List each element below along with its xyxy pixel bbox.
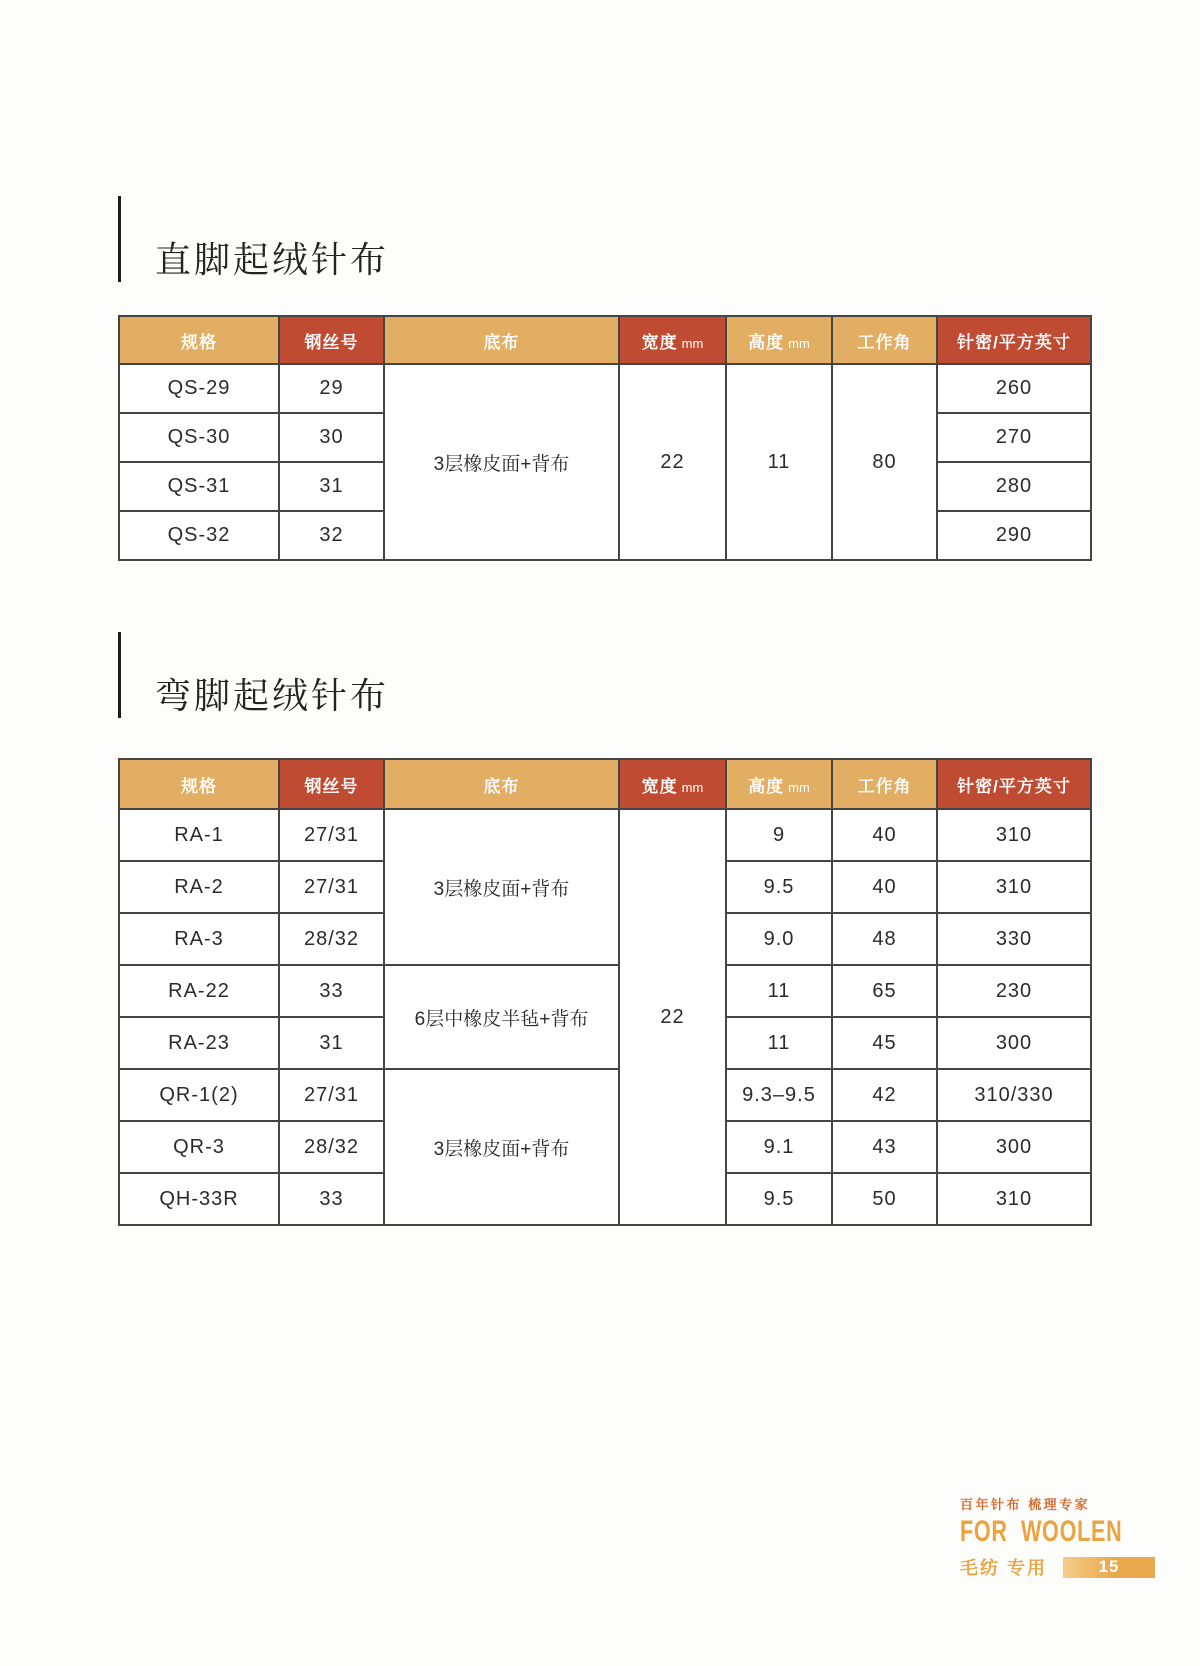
working-angle-cell: 48	[832, 913, 937, 965]
footer-category: 毛纺 专用	[960, 1558, 1048, 1578]
col-header-label: 底布	[483, 332, 520, 352]
col-header-label: 钢丝号	[304, 332, 359, 352]
col-header-label: 钢丝号	[304, 776, 359, 796]
wire-number-cell: 27/31	[279, 861, 384, 913]
col-header-unit: mm	[788, 335, 810, 351]
density-cell: 310	[937, 1173, 1091, 1225]
col-header-spec	[119, 316, 279, 364]
working-angle-cell: 40	[832, 809, 937, 861]
density-cell: 330	[937, 913, 1091, 965]
wire-number-cell: 27/31	[279, 1069, 384, 1121]
table-row	[119, 364, 1091, 413]
table-row	[119, 809, 1091, 861]
spec-cell: QH-33R	[119, 1173, 279, 1225]
footer-tagline: 百年针布 梳理专家	[960, 1497, 1091, 1512]
height-cell: 9	[726, 809, 832, 861]
footer-brand-block	[960, 1494, 1170, 1580]
working-angle-cell: 43	[832, 1121, 937, 1173]
straight-foot-spec-table	[118, 315, 1092, 561]
spec-cell: RA-23	[119, 1017, 279, 1069]
col-header-label: 底布	[483, 776, 520, 796]
height-cell: 9.0	[726, 913, 832, 965]
spec-cell: RA-2	[119, 861, 279, 913]
col-header-wire-number	[279, 316, 384, 364]
wire-number-cell: 29	[279, 364, 384, 413]
height-cell: 9.5	[726, 861, 832, 913]
title-accent-bar	[118, 196, 121, 282]
wire-number-cell: 31	[279, 462, 384, 511]
col-header-unit: mm	[681, 335, 704, 351]
wire-number-cell: 28/32	[279, 1121, 384, 1173]
spec-cell: QR-3	[119, 1121, 279, 1173]
width-cell: 22	[619, 364, 726, 560]
footer-brand-text: FOR WOOLEN	[960, 1515, 1123, 1548]
footer-category-line	[960, 1554, 1170, 1580]
table-row	[119, 965, 1091, 1017]
col-header-unit: mm	[788, 779, 810, 795]
col-header-label: 规格	[181, 776, 217, 796]
base-fabric-cell: 3层橡皮面+背布	[384, 364, 619, 560]
wire-number-cell: 33	[279, 965, 384, 1017]
wire-number-cell: 31	[279, 1017, 384, 1069]
density-cell: 230	[937, 965, 1091, 1017]
working-angle-cell: 45	[832, 1017, 937, 1069]
col-header-label: 工作角	[857, 776, 912, 796]
spec-cell: QS-29	[119, 364, 279, 413]
height-cell: 9.3–9.5	[726, 1069, 832, 1121]
col-header-density	[937, 759, 1091, 809]
col-header-unit: mm	[681, 779, 704, 795]
base-fabric-cell: 3层橡皮面+背布	[384, 809, 619, 965]
col-header-working-angle	[832, 316, 937, 364]
spec-cell: RA-1	[119, 809, 279, 861]
spec-cell: QR-1(2)	[119, 1069, 279, 1121]
height-cell: 9.5	[726, 1173, 832, 1225]
col-header-working-angle	[832, 759, 937, 809]
density-cell: 270	[937, 413, 1091, 462]
density-cell: 260	[937, 364, 1091, 413]
working-angle-cell: 80	[832, 364, 937, 560]
spec-cell: QS-32	[119, 511, 279, 560]
height-cell: 11	[726, 364, 832, 560]
col-header-label: 针密/平方英寸	[957, 332, 1071, 352]
working-angle-cell: 50	[832, 1173, 937, 1225]
spec-cell: QS-31	[119, 462, 279, 511]
working-angle-cell: 65	[832, 965, 937, 1017]
col-header-label: 工作角	[857, 332, 912, 352]
base-fabric-cell: 3层橡皮面+背布	[384, 1069, 619, 1225]
section-title-straight: 直脚起绒针布	[155, 239, 390, 280]
height-cell: 11	[726, 965, 832, 1017]
wire-number-cell: 33	[279, 1173, 384, 1225]
wire-number-cell: 30	[279, 413, 384, 462]
page-number: 15	[1098, 1557, 1120, 1576]
density-cell: 310	[937, 861, 1091, 913]
page-number-badge	[1063, 1557, 1155, 1578]
table-row	[119, 1069, 1091, 1121]
col-header-label: 高度	[748, 776, 785, 796]
spec-cell: RA-3	[119, 913, 279, 965]
col-header-base-fabric	[384, 759, 619, 809]
density-cell: 310	[937, 809, 1091, 861]
title-accent-bar	[118, 632, 121, 718]
col-header-label: 针密/平方英寸	[957, 776, 1071, 796]
density-cell: 280	[937, 462, 1091, 511]
col-header-label: 规格	[181, 332, 217, 352]
col-header-label: 高度	[748, 332, 785, 352]
density-cell: 300	[937, 1121, 1091, 1173]
spec-cell: RA-22	[119, 965, 279, 1017]
col-header-width	[619, 316, 726, 364]
col-header-height	[726, 316, 832, 364]
wire-number-cell: 27/31	[279, 809, 384, 861]
section-straight-title-block	[118, 196, 389, 282]
col-header-width	[619, 759, 726, 809]
col-header-height	[726, 759, 832, 809]
wire-number-cell: 32	[279, 511, 384, 560]
density-cell: 310/330	[937, 1069, 1091, 1121]
col-header-wire-number	[279, 759, 384, 809]
height-cell: 9.1	[726, 1121, 832, 1173]
col-header-label: 宽度	[641, 332, 678, 352]
working-angle-cell: 42	[832, 1069, 937, 1121]
density-cell: 290	[937, 511, 1091, 560]
width-cell: 22	[619, 809, 726, 1225]
section-bent-title-block	[118, 632, 389, 718]
spec-cell: QS-30	[119, 413, 279, 462]
header-row	[119, 759, 1091, 809]
header-row	[119, 316, 1091, 364]
col-header-spec	[119, 759, 279, 809]
wire-number-cell: 28/32	[279, 913, 384, 965]
col-header-density	[937, 316, 1091, 364]
bent-foot-spec-table	[118, 758, 1092, 1226]
col-header-label: 宽度	[641, 776, 678, 796]
col-header-base-fabric	[384, 316, 619, 364]
density-cell: 300	[937, 1017, 1091, 1069]
height-cell: 11	[726, 1017, 832, 1069]
working-angle-cell: 40	[832, 861, 937, 913]
section-title-bent: 弯脚起绒针布	[155, 675, 390, 716]
base-fabric-cell: 6层中橡皮半毡+背布	[384, 965, 619, 1069]
